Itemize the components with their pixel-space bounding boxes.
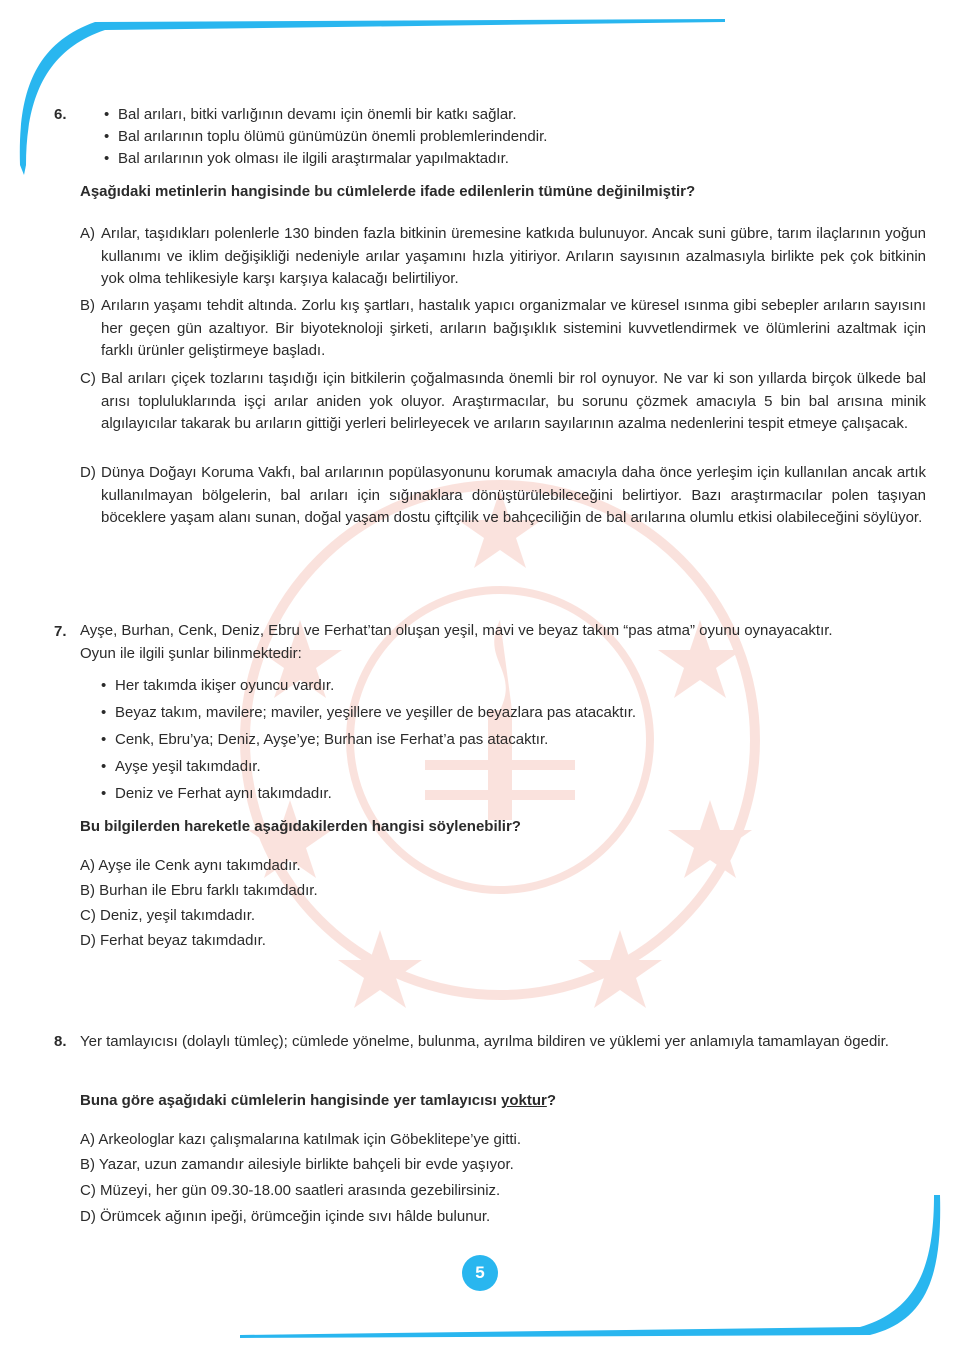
option-text: Yazar, uzun zamandır ailesiyle birlikte bahçeli bir evde yaşıyor. xyxy=(98,1156,514,1173)
question-stem-text: Buna göre aşağıdaki cümlelerin hangisinde yer tamlayıcısı xyxy=(80,1092,501,1109)
premise-list xyxy=(104,104,547,170)
option-text: Müzeyi, her gün 09.30-18.00 saatleri arasında gezebilirsiniz. xyxy=(100,1182,501,1199)
question-mark: ? xyxy=(546,1092,557,1109)
option-text: Arılar, taşıdıkları polenlerle 130 binden fazla bitkinin üremesine katkıda bulunuyor. Ancak suni gübre, tarım ilaçlarının yoğun kullanımı ve iklim değişikliği nedeniyle arılar yaşamını hızla yitiriyor. Arıların sayısının azalmasıyla birlikte pek çok bitkinin yok olma tehlikesiyle karşı karşıya kalacağı belirtiliyor. xyxy=(101,225,926,287)
option-b[interactable] xyxy=(80,880,318,902)
option-letter: B) xyxy=(80,297,95,314)
option-letter: D) xyxy=(80,464,96,481)
option-d[interactable] xyxy=(80,930,266,952)
option-d[interactable] xyxy=(80,1206,490,1228)
option-text: Burhan ile Ebru farklı takımdadır. xyxy=(99,882,318,899)
question-number: 6. xyxy=(54,106,67,123)
option-text: Arkeologlar kazı çalışmalarına katılmak için Göbeklitepe’ye gitti. xyxy=(98,1131,522,1148)
clue-list xyxy=(101,675,636,810)
option-text: Ayşe ile Cenk aynı takımdadır. xyxy=(98,857,301,874)
option-b[interactable] xyxy=(80,1154,514,1176)
page-number-badge: 5 xyxy=(462,1255,498,1291)
option-letter: D) xyxy=(80,1208,96,1225)
option-letter: A) xyxy=(80,857,95,874)
option-c[interactable] xyxy=(80,368,926,436)
question-number: 7. xyxy=(54,623,67,640)
premise-item: • Bal arılarının toplu ölümü günümüzün önemli problemlerindendir. xyxy=(104,126,547,148)
option-text: Arıların yaşamı tehdit altında. Zorlu kış şartları, hastalık yapıcı organizmalar ve küresel ısınma gibi sebepler arıların sayısını her geçen gün azaltıyor. Bir biyoteknoloji şirketi, arıların bağışıklık sistemini kuvvetlendirmek ve ölümlerini azaltmak için farklı ürünler geliştirmeye başladı. xyxy=(101,297,926,359)
clue-item: • Beyaz takım, mavilere; maviler, yeşillere ve yeşiller de beyazlara pas atacaktır. xyxy=(101,702,636,729)
option-text: Ferhat beyaz takımdadır. xyxy=(100,932,266,949)
question-stem xyxy=(80,1092,556,1109)
option-text: Deniz, yeşil takımdadır. xyxy=(100,907,256,924)
option-letter: C) xyxy=(80,1182,96,1199)
question-stem: Aşağıdaki metinlerin hangisinde bu cümlelerde ifade edilenlerin tümüne değinilmiştir? xyxy=(80,183,696,200)
option-letter: C) xyxy=(80,907,96,924)
option-b[interactable] xyxy=(80,295,926,363)
option-a[interactable] xyxy=(80,223,926,291)
question-intro: Yer tamlayıcısı (dolaylı tümleç); cümlede yönelme, bulunma, ayrılma bildiren ve yüklemi yer anlamıyla tamamlayan ögedir. xyxy=(80,1033,889,1050)
option-text: Örümcek ağının ipeği, örümceğin içinde sıvı hâlde bulunur. xyxy=(100,1208,491,1225)
option-letter: C) xyxy=(80,370,96,387)
option-c[interactable] xyxy=(80,905,255,927)
clue-item: • Deniz ve Ferhat aynı takımdadır. xyxy=(101,783,636,810)
question-intro: Oyun ile ilgili şunlar bilinmektedir: xyxy=(80,645,302,662)
option-c[interactable] xyxy=(80,1180,500,1202)
emphasis-underlined: yoktur xyxy=(501,1092,547,1109)
option-text: Dünya Doğayı Koruma Vakfı, bal arılarının popülasyonunu korumak amacıyla daha önce yerleşim için kullanılan ancak artık kullanılmayan bölgelerin, bal arıları için sığınaklara dönüştürülebileceğini belirtiyor. Bazı araştırmacılar polen taşıyan böceklere yaşam alanı sunan, doğal yaşam dostu çiftçilik ve bahçeciliğin de bal arılarına olumlu etkisi olabileceğini söylüyor. xyxy=(101,464,926,526)
question-number: 8. xyxy=(54,1033,67,1050)
option-letter: A) xyxy=(80,225,95,242)
premise-item: • Bal arılarının yok olması ile ilgili araştırmalar yapılmaktadır. xyxy=(104,148,547,170)
option-a[interactable] xyxy=(80,855,301,877)
premise-item: • Bal arıları, bitki varlığının devamı için önemli bir katkı sağlar. xyxy=(104,104,547,126)
option-text: Bal arıları çiçek tozlarını taşıdığı için bitkilerin çoğalmasında önemli bir rol oynuyor. Ne var ki son yıllarda birçok ülkede bal arısı topluluklarında işçi arılar aniden yok oluyor. Araştırmacılar, bu sorunu çözmek amacıyla 5 bin bal arısına minik algılayıcılar takarak bu arıların gittiği yerleri belirleyecek ve arıların sayılarının azalma nedenlerini tespit etmeye çalışacak. xyxy=(101,370,926,432)
clue-item: • Cenk, Ebru’ya; Deniz, Ayşe’ye; Burhan ise Ferhat’a pas atacaktır. xyxy=(101,729,636,756)
option-letter: A) xyxy=(80,1131,95,1148)
clue-item: • Her takımda ikişer oyuncu vardır. xyxy=(101,675,636,702)
question-stem: Bu bilgilerden hareketle aşağıdakilerden hangisi söylenebilir? xyxy=(80,818,521,835)
option-letter: B) xyxy=(80,882,95,899)
clue-item: • Ayşe yeşil takımdadır. xyxy=(101,756,636,783)
question-intro: Ayşe, Burhan, Cenk, Deniz, Ebru ve Ferhat’tan oluşan yeşil, mavi ve beyaz takım “pas atma” oyunu oynayacaktır. xyxy=(80,622,833,639)
option-letter: B) xyxy=(80,1156,95,1173)
option-d[interactable] xyxy=(80,462,926,530)
option-a[interactable] xyxy=(80,1129,521,1151)
option-letter: D) xyxy=(80,932,96,949)
